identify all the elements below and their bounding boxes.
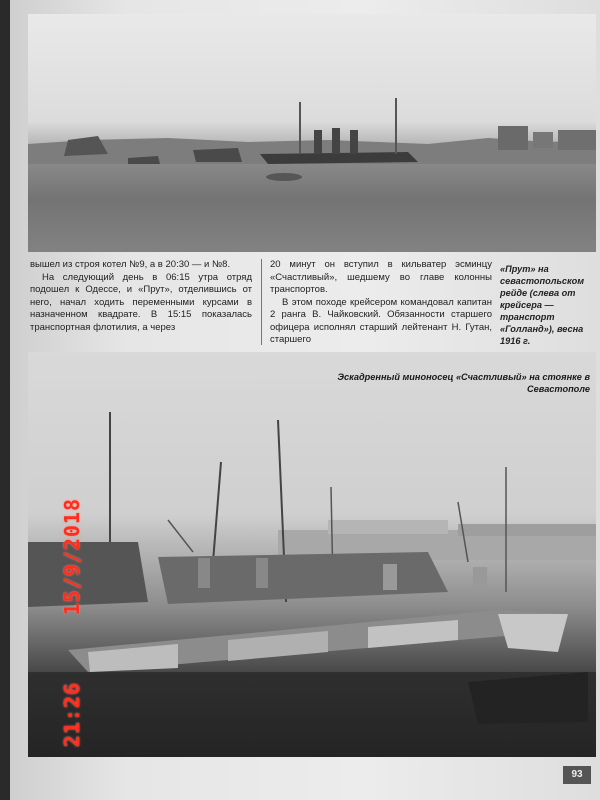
camera-time-stamp: 21:26: [60, 682, 84, 748]
col1-paragraph-2: На следующий день в 06:15 утра отряд подошел к Одессе, и «Прут», отделившись от него, начал ходить переменными курсами в назначенном квадрате. В 15:15 показалась транспортная флотилия, а через: [30, 271, 252, 333]
photo-destroyer-schastlivy: [28, 352, 596, 757]
photo-caption-top: «Прут» на севастопольском рейде (слева от крейсера — транспорт «Голланд»), весна 1916 г.: [500, 264, 585, 346]
text-column-1: [30, 259, 252, 334]
col2-paragraph-1: 20 минут он вступил в кильватер эсминцу «Счастливый», шедшему во главе колонны транспортов.: [270, 259, 492, 295]
camera-date-stamp: 15/9/2018: [60, 498, 84, 616]
page-number: 93: [563, 766, 591, 784]
text-column-2: [270, 259, 492, 347]
photo-cruiser-prut: [28, 14, 596, 252]
column-divider: [261, 259, 262, 345]
col2-paragraph-2: В этом походе крейсером командовал капитан 2 ранга В. Чайковский. Обязанности старшего офицера исполнял старший лейтенант Н. Гутан, старшего: [270, 296, 492, 345]
photo-caption-bottom: Эскадренный миноносец «Счастливый» на стоянке в Севастополе: [337, 372, 590, 394]
col1-paragraph-1: вышел из строя котел №9, а в 20:30 — и №8.: [30, 259, 231, 270]
